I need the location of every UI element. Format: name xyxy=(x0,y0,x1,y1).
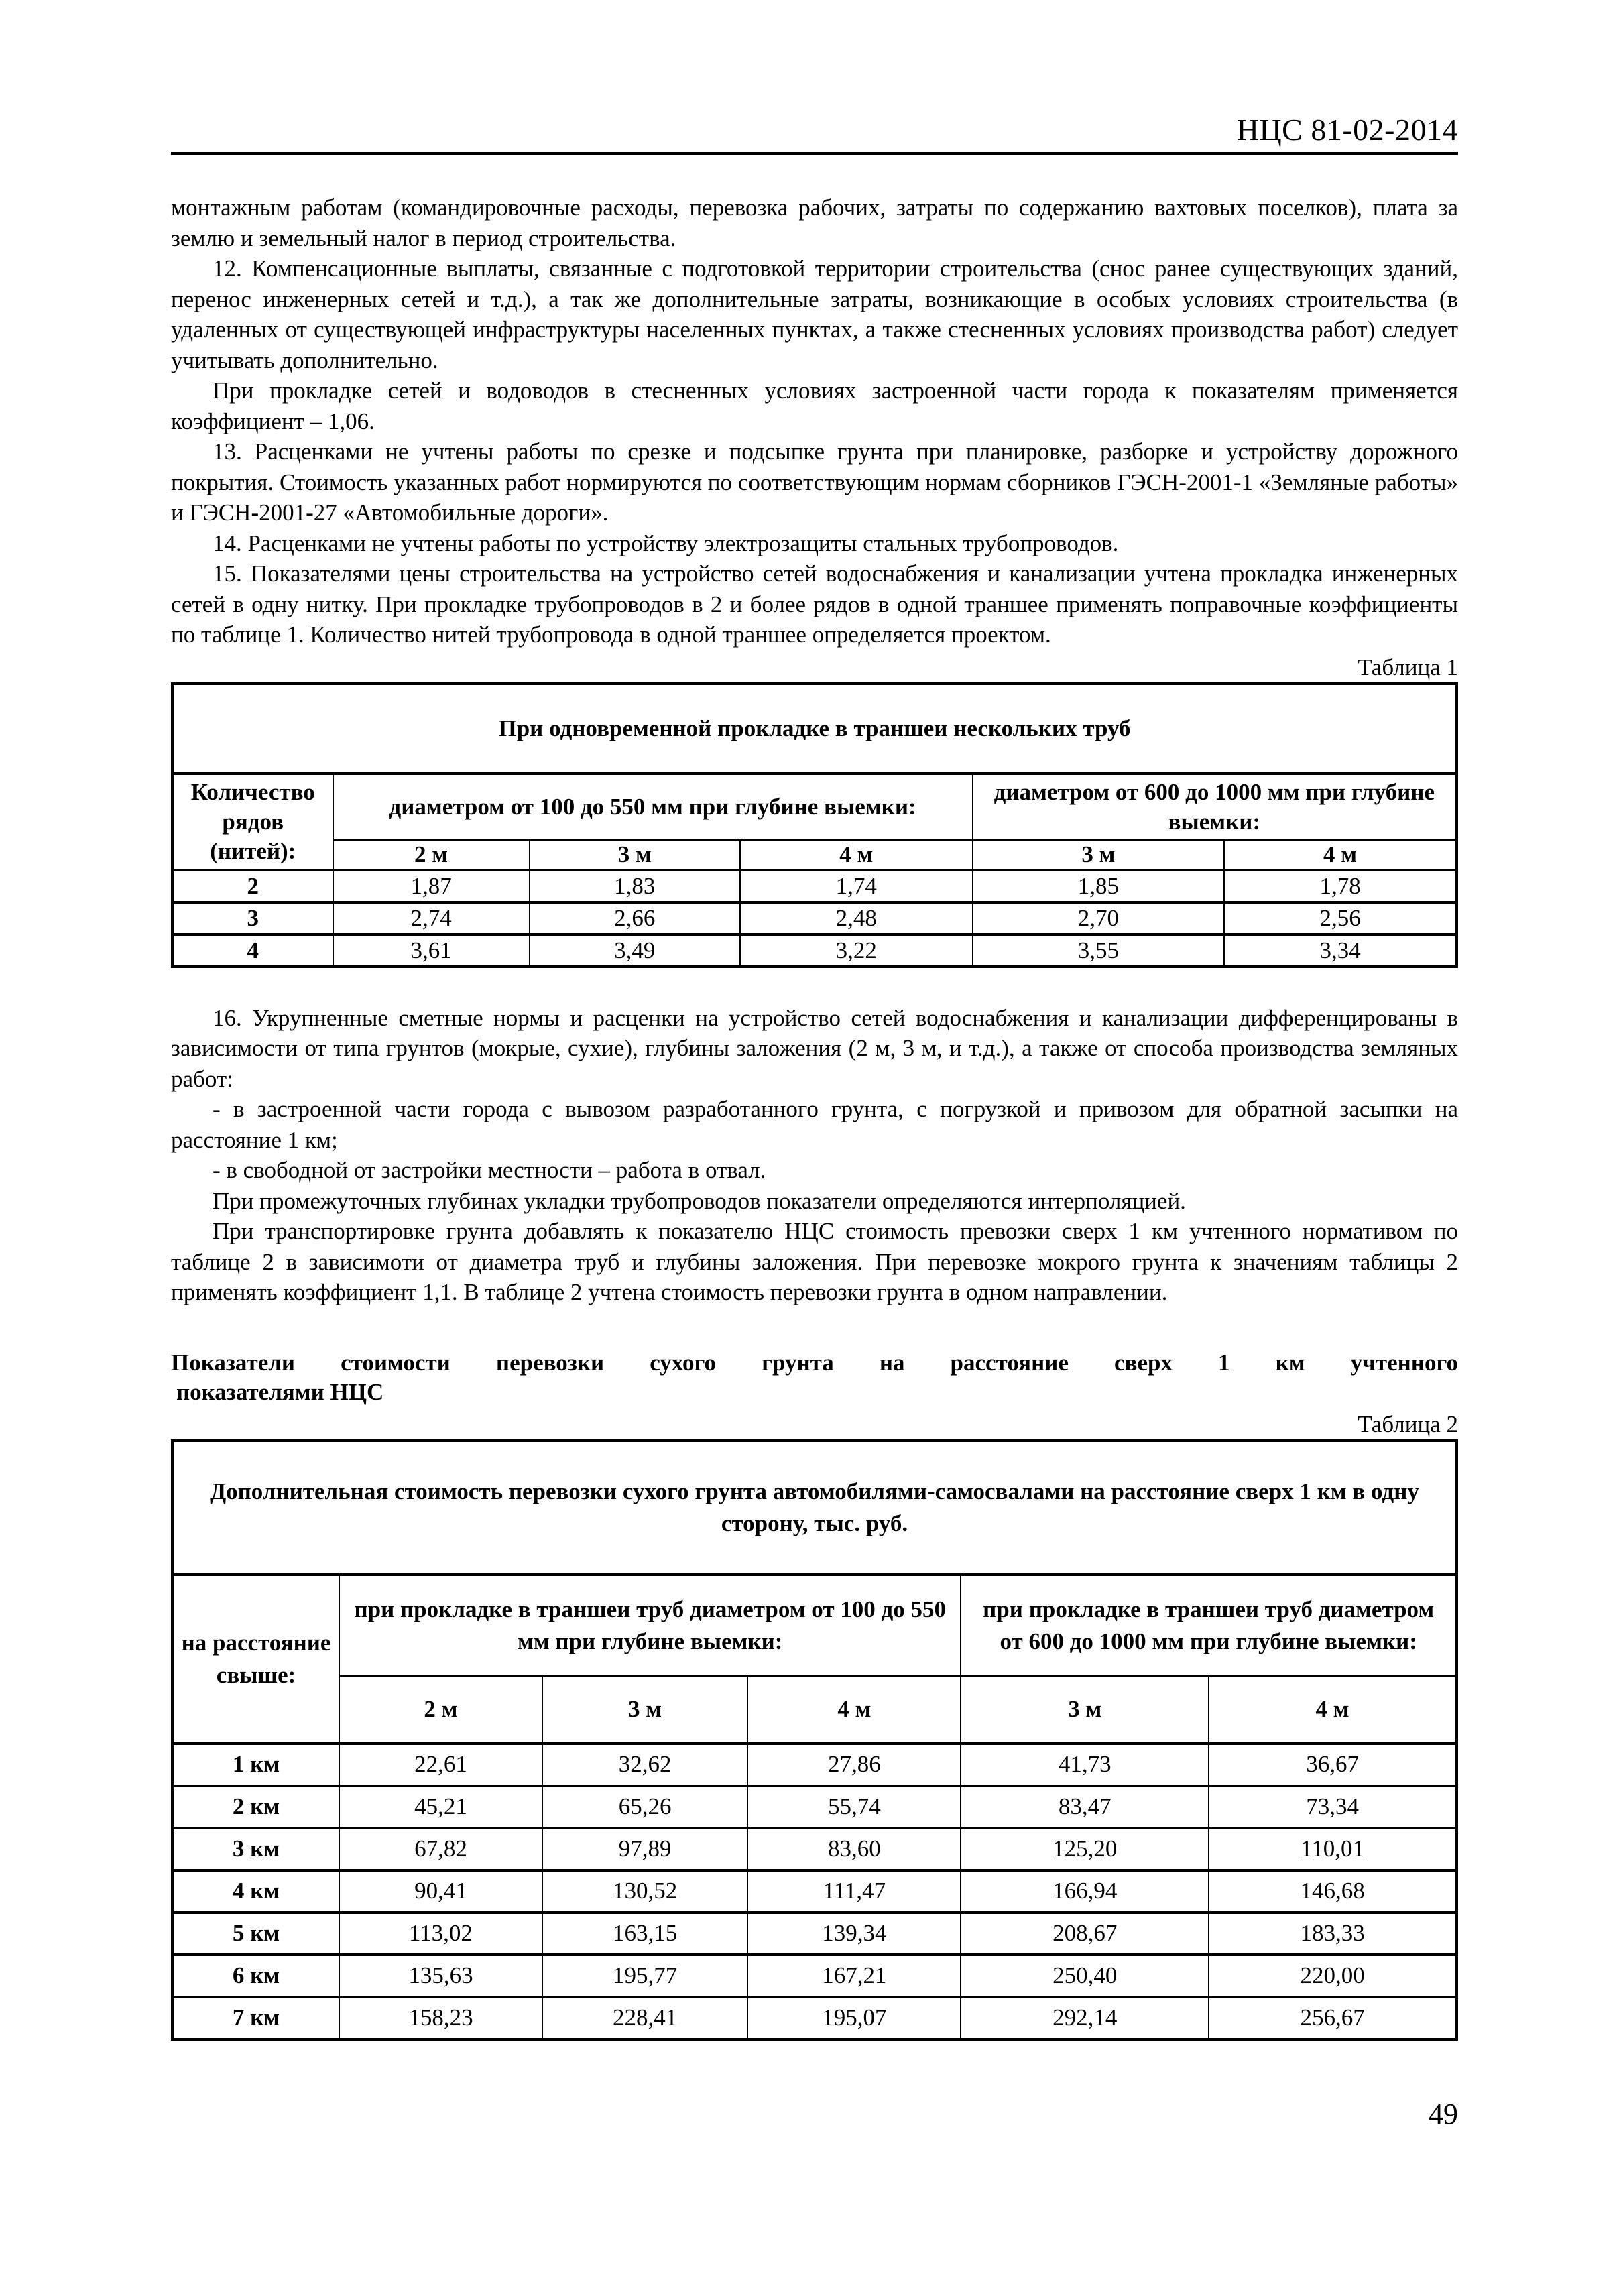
page-number: 49 xyxy=(1429,2098,1458,2130)
cell: 27,86 xyxy=(747,1744,961,1786)
table1-row-header: Количество рядов (нитей): xyxy=(172,774,333,870)
cell: 36,67 xyxy=(1209,1744,1457,1786)
cell: 292,14 xyxy=(961,1997,1209,2039)
row-label: 3 км xyxy=(172,1828,339,1870)
table2-depth-header: 3 м xyxy=(542,1676,748,1744)
cell: 3,22 xyxy=(740,934,973,967)
table2-depth-header: 4 м xyxy=(1209,1676,1457,1744)
cell: 228,41 xyxy=(542,1997,748,2039)
row-label: 1 км xyxy=(172,1744,339,1786)
cell: 158,23 xyxy=(339,1997,542,2039)
cell: 3,34 xyxy=(1224,934,1457,967)
body-text-section-2 xyxy=(171,1003,1458,1308)
cell: 220,00 xyxy=(1209,1955,1457,1997)
cell: 2,48 xyxy=(740,902,973,934)
table1-group-100-550: диаметром от 100 до 550 мм при глубине выемки: xyxy=(333,774,973,840)
cell: 2,66 xyxy=(530,902,740,934)
paragraph-continuation: монтажным работам (командировочные расходы, перевозка рабочих, затраты по содержанию вахтовых поселков), плата за землю и земельный налог в период строительства. xyxy=(171,194,1458,251)
table1-group-600-1000: диаметром от 600 до 1000 мм при глубине выемки: xyxy=(973,774,1457,840)
heading-word: стоимости xyxy=(341,1349,450,1376)
cell: 3,55 xyxy=(973,934,1225,967)
cell: 208,67 xyxy=(961,1913,1209,1955)
table2-title: Дополнительная стоимость перевозки сухого грунта автомобилями-самосвалами на расстояние сверх 1 км в одну сторону, тыс. руб. xyxy=(172,1441,1457,1575)
cell: 67,82 xyxy=(339,1828,542,1870)
table1-depth-header: 3 м xyxy=(973,840,1225,870)
cell: 1,85 xyxy=(973,870,1225,902)
heading-word: учтенного xyxy=(1350,1349,1458,1376)
heading-word: сухого xyxy=(650,1349,716,1376)
cell: 55,74 xyxy=(747,1786,961,1828)
table2-depth-header: 2 м xyxy=(339,1676,542,1744)
row-label: 5 км xyxy=(172,1913,339,1955)
cell: 83,47 xyxy=(961,1786,1209,1828)
cell: 125,20 xyxy=(961,1828,1209,1870)
heading-word: Показатели xyxy=(171,1349,296,1376)
row-label: 2 xyxy=(172,870,333,902)
cell: 195,07 xyxy=(747,1997,961,2039)
cell: 41,73 xyxy=(961,1744,1209,1786)
paragraph-14: 14. Расценками не учтены работы по устройству электрозащиты стальных трубопроводов. xyxy=(213,530,1119,556)
table1-depth-header: 4 м xyxy=(1224,840,1457,870)
paragraph-15: 15. Показателями цены строительства на устройство сетей водоснабжения и канализации учтена прокладка инженерных сетей в одну нитку. При прокладке трубопроводов в 2 и более рядов в одной траншее применять поправочные коэффициенты по таблице 1. Количество нитей трубопровода в одной траншее определяется проектом. xyxy=(171,560,1458,648)
cell: 32,62 xyxy=(542,1744,748,1786)
cell: 1,78 xyxy=(1224,870,1457,902)
cell: 90,41 xyxy=(339,1870,542,1913)
table-row xyxy=(172,870,1457,902)
paragraph-16-interpolation: При промежуточных глубинах укладки трубопроводов показатели определяются интерполяцией. xyxy=(213,1187,1186,1214)
table-row xyxy=(172,1786,1457,1828)
paragraph-16-bullet-urban: - в застроенной части города с вывозом разработанного грунта, с погрузкой и привозом для обратной засыпки на расстояние 1 км; xyxy=(171,1096,1458,1153)
table2-depth-header: 4 м xyxy=(747,1676,961,1744)
cell: 163,15 xyxy=(542,1913,748,1955)
table2-caption: Таблица 2 xyxy=(1358,1410,1458,1437)
cell: 183,33 xyxy=(1209,1913,1457,1955)
document-code: НЦС 81-02-2014 xyxy=(1236,113,1458,147)
cell: 3,49 xyxy=(530,934,740,967)
heading-word: грунта xyxy=(762,1349,834,1376)
row-label: 6 км xyxy=(172,1955,339,1997)
body-text-section-1 xyxy=(171,192,1458,650)
page-header xyxy=(171,107,1458,155)
table-row xyxy=(172,934,1457,967)
row-label: 7 км xyxy=(172,1997,339,2039)
table-row xyxy=(172,1828,1457,1870)
table-2-transport-cost xyxy=(171,1439,1458,2041)
cell: 113,02 xyxy=(339,1913,542,1955)
table1-depth-header: 3 м xyxy=(530,840,740,870)
paragraph-12: 12. Компенсационные выплаты, связанные с подготовкой территории строительства (снос ранее существующих зданий, перенос инженерных сетей и т.д.), а так же дополнительные затраты, возникающие в особых условиях строительства (в удаленных от существующей инфраструктуры населенных пунктах, а также стесненных условиях производства работ) следует учитывать дополнительно. xyxy=(171,255,1458,373)
cell: 256,67 xyxy=(1209,1997,1457,2039)
cell: 83,60 xyxy=(747,1828,961,1870)
cell: 22,61 xyxy=(339,1744,542,1786)
row-label: 3 xyxy=(172,902,333,934)
table2-row-header: на расстояние свыше: xyxy=(172,1575,339,1744)
heading-word: 1 xyxy=(1218,1349,1230,1376)
heading-word: перевозки xyxy=(495,1349,605,1376)
cell: 139,34 xyxy=(747,1913,961,1955)
document-page xyxy=(171,107,1458,2041)
row-label: 4 км xyxy=(172,1870,339,1913)
cell: 2,56 xyxy=(1224,902,1457,934)
heading-word: расстояние xyxy=(950,1349,1069,1376)
cell: 135,63 xyxy=(339,1955,542,1997)
row-label: 4 xyxy=(172,934,333,967)
table2-heading-line1 xyxy=(171,1348,1458,1378)
cell: 65,26 xyxy=(542,1786,748,1828)
paragraph-12-coefficient: При прокладке сетей и водоводов в стесненных условиях застроенной части города к показателям применяется коэффициент – 1,06. xyxy=(171,377,1458,434)
cell: 73,34 xyxy=(1209,1786,1457,1828)
cell: 1,87 xyxy=(333,870,530,902)
cell: 167,21 xyxy=(747,1955,961,1997)
cell: 110,01 xyxy=(1209,1828,1457,1870)
heading-word: сверх xyxy=(1114,1349,1173,1376)
cell: 1,83 xyxy=(530,870,740,902)
table-row xyxy=(172,1997,1457,2039)
table1-depth-header: 4 м xyxy=(740,840,973,870)
cell: 45,21 xyxy=(339,1786,542,1828)
cell: 1,74 xyxy=(740,870,973,902)
paragraph-13: 13. Расценками не учтены работы по срезке и подсыпке грунта при планировке, разборке и устройству дорожного покрытия. Стоимость указанных работ нормируются по соответствующим нормам сборников ГЭСН-2001-1 «Земляные работы» и ГЭСН-2001-27 «Автомобильные дороги». xyxy=(171,438,1458,526)
cell: 166,94 xyxy=(961,1870,1209,1913)
cell: 97,89 xyxy=(542,1828,748,1870)
heading-word: км xyxy=(1275,1349,1305,1376)
table-row xyxy=(172,1744,1457,1786)
paragraph-16-transport: При транспортировке грунта добавлять к показателю НЦС стоимость превозки сверх 1 км учтенного нормативом по таблице 2 в зависимоти от диаметра труб и глубины заложения. При перевозке мокрого грунта к значениям таблицы 2 применять коэффициент 1,1. В таблице 2 учтена стоимость перевозки грунта в одном направлении. xyxy=(171,1218,1458,1305)
cell: 2,74 xyxy=(333,902,530,934)
cell: 130,52 xyxy=(542,1870,748,1913)
table2-heading-line2: показателями НЦС xyxy=(176,1378,384,1405)
cell: 3,61 xyxy=(333,934,530,967)
table-row xyxy=(172,1913,1457,1955)
row-label: 2 км xyxy=(172,1786,339,1828)
heading-word: на xyxy=(879,1349,905,1376)
table2-heading xyxy=(171,1348,1458,1407)
paragraph-16-bullet-open: - в свободной от застройки местности – работа в отвал. xyxy=(213,1157,766,1183)
table1-title: При одновременной прокладке в траншеи нескольких труб xyxy=(172,684,1457,774)
table1-caption: Таблица 1 xyxy=(1358,654,1458,680)
cell: 2,70 xyxy=(973,902,1225,934)
table2-group-600-1000: при прокладке в траншеи труб диаметром от 600 до 1000 мм при глубине выемки: xyxy=(961,1575,1457,1676)
cell: 195,77 xyxy=(542,1955,748,1997)
cell: 146,68 xyxy=(1209,1870,1457,1913)
table-1-coefficients xyxy=(171,682,1458,968)
table2-group-100-550: при прокладке в траншеи труб диаметром от 100 до 550 мм при глубине выемки: xyxy=(339,1575,961,1676)
table-row xyxy=(172,1955,1457,1997)
table-row xyxy=(172,902,1457,934)
table1-depth-header: 2 м xyxy=(333,840,530,870)
cell: 250,40 xyxy=(961,1955,1209,1997)
table2-depth-header: 3 м xyxy=(961,1676,1209,1744)
paragraph-16: 16. Укрупненные сметные нормы и расценки на устройство сетей водоснабжения и канализации дифференцированы в зависимости от типа грунтов (мокрые, сухие), глубины заложения (2 м, 3 м, и т.д.), а также от способа производства земляных работ: xyxy=(171,1004,1458,1092)
cell: 111,47 xyxy=(747,1870,961,1913)
table-row xyxy=(172,1870,1457,1913)
